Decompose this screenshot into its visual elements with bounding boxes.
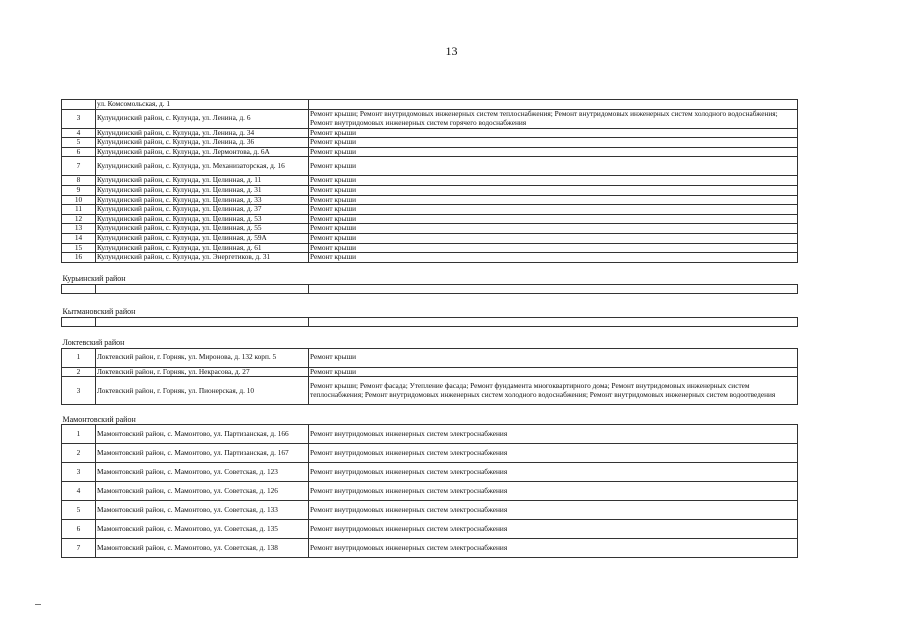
work-cell: Ремонт крыши xyxy=(309,348,798,367)
row-number: 9 xyxy=(62,185,96,195)
row-number: 14 xyxy=(62,233,96,243)
work-cell: Ремонт крыши xyxy=(309,147,798,157)
empty-row xyxy=(62,317,798,326)
work-cell: Ремонт внутридомовых инженерных систем электроснабжения xyxy=(309,501,798,520)
row-number: 3 xyxy=(62,377,96,405)
table-row xyxy=(62,501,798,520)
address-cell: Кулундинский район, с. Кулунда, ул. Механизаторская, д. 16 xyxy=(96,157,309,176)
row-number: 7 xyxy=(62,539,96,558)
page-number: 13 xyxy=(445,44,458,58)
address-cell: Локтевский район, г. Горняк, ул. Пионерская, д. 10 xyxy=(96,377,309,405)
work-cell: Ремонт внутридомовых инженерных систем электроснабжения xyxy=(309,482,798,501)
row-number: 4 xyxy=(62,128,96,138)
table-row xyxy=(62,214,798,224)
row-number: 1 xyxy=(62,425,96,444)
section-heading-row xyxy=(62,262,798,284)
row-number: 3 xyxy=(62,463,96,482)
table-row xyxy=(62,377,798,405)
work-cell: Ремонт крыши xyxy=(309,195,798,205)
row-number: 10 xyxy=(62,195,96,205)
row-number: 8 xyxy=(62,176,96,186)
work-cell: Ремонт крыши xyxy=(309,185,798,195)
address-cell: Кулундинский район, с. Кулунда, ул. Целинная, д. 33 xyxy=(96,195,309,205)
section-title: Кытмановский район xyxy=(62,307,136,317)
work-cell xyxy=(309,284,798,293)
address-cell: Кулундинский район, с. Кулунда, ул. Целинная, д. 59А xyxy=(96,233,309,243)
table-row xyxy=(62,157,798,176)
work-cell: Ремонт внутридомовых инженерных систем электроснабжения xyxy=(309,425,798,444)
section-title: Курьинский район xyxy=(62,274,126,284)
table-row xyxy=(62,233,798,243)
table-row xyxy=(62,425,798,444)
table-row xyxy=(62,176,798,186)
table-row xyxy=(62,539,798,558)
address-cell: Мамонтовский район, с. Мамонтово, ул. Советская, д. 138 xyxy=(96,539,309,558)
work-cell: Ремонт крыши xyxy=(309,243,798,253)
table-row xyxy=(62,205,798,215)
address-cell: Мамонтовский район, с. Мамонтово, ул. Советская, д. 123 xyxy=(96,463,309,482)
work-cell: Ремонт крыши xyxy=(309,128,798,138)
address-cell: Кулундинский район, с. Кулунда, ул. Целинная, д. 55 xyxy=(96,224,309,234)
address-cell: Мамонтовский район, с. Мамонтово, ул. Партизанская, д. 166 xyxy=(96,425,309,444)
row-number: 7 xyxy=(62,157,96,176)
scan-mark xyxy=(35,604,41,605)
work-cell: Ремонт крыши xyxy=(309,214,798,224)
address-cell: Кулундинский район, с. Кулунда, ул. Целинная, д. 11 xyxy=(96,176,309,186)
row-number: 2 xyxy=(62,367,96,377)
address-cell: Локтевский район, г. Горняк, ул. Миронова, д. 132 корп. 5 xyxy=(96,348,309,367)
address-cell: Кулундинский район, с. Кулунда, ул. Лермонтова, д. 6А xyxy=(96,147,309,157)
address-cell: Мамонтовский район, с. Мамонтово, ул. Партизанская, д. 167 xyxy=(96,444,309,463)
address-cell xyxy=(96,317,309,326)
row-number: 2 xyxy=(62,444,96,463)
repair-table xyxy=(61,99,798,558)
address-cell: ул. Комсомольская, д. 1 xyxy=(96,100,309,110)
table-row xyxy=(62,348,798,367)
row-number xyxy=(62,317,96,326)
table-row xyxy=(62,463,798,482)
row-number: 5 xyxy=(62,501,96,520)
table-row xyxy=(62,147,798,157)
row-number: 3 xyxy=(62,109,96,128)
table-row xyxy=(62,185,798,195)
row-number: 6 xyxy=(62,147,96,157)
table-row xyxy=(62,520,798,539)
row-number: 4 xyxy=(62,482,96,501)
address-cell: Кулундинский район, с. Кулунда, ул. Энергетиков, д. 31 xyxy=(96,253,309,263)
address-cell: Кулундинский район, с. Кулунда, ул. Ленина, д. 36 xyxy=(96,138,309,148)
work-cell: Ремонт крыши xyxy=(309,205,798,215)
row-number: 15 xyxy=(62,243,96,253)
work-cell xyxy=(309,317,798,326)
empty-row xyxy=(62,284,798,293)
section-heading-row xyxy=(62,293,798,317)
address-cell: Кулундинский район, с. Кулунда, ул. Целинная, д. 37 xyxy=(96,205,309,215)
table-row xyxy=(62,224,798,234)
row-number xyxy=(62,284,96,293)
table-row xyxy=(62,482,798,501)
row-number: 5 xyxy=(62,138,96,148)
work-cell: Ремонт внутридомовых инженерных систем электроснабжения xyxy=(309,520,798,539)
address-cell: Кулундинский район, с. Кулунда, ул. Ленина, д. 34 xyxy=(96,128,309,138)
row-number: 1 xyxy=(62,348,96,367)
work-cell: Ремонт крыши xyxy=(309,138,798,148)
work-cell: Ремонт крыши xyxy=(309,157,798,176)
section-title: Локтевский район xyxy=(62,338,125,348)
section-heading-row xyxy=(62,326,798,348)
work-cell: Ремонт крыши; Ремонт внутридомовых инженерных систем теплоснабжения; Ремонт внутридомовых инженерных систем холодного водоснабжения; Ремонт внутридомовых инженерных систем горячего водоснабжения xyxy=(309,109,798,128)
table-row xyxy=(62,100,798,110)
address-cell: Локтевский район, г. Горняк, ул. Некрасова, д. 27 xyxy=(96,367,309,377)
table-row xyxy=(62,243,798,253)
work-cell xyxy=(309,100,798,110)
table-row xyxy=(62,195,798,205)
table-row xyxy=(62,138,798,148)
address-cell xyxy=(96,284,309,293)
row-number: 11 xyxy=(62,205,96,215)
address-cell: Кулундинский район, с. Кулунда, ул. Ленина, д. 6 xyxy=(96,109,309,128)
work-cell: Ремонт внутридомовых инженерных систем электроснабжения xyxy=(309,463,798,482)
table-row xyxy=(62,109,798,128)
table-row xyxy=(62,128,798,138)
work-cell: Ремонт крыши xyxy=(309,224,798,234)
row-number: 6 xyxy=(62,520,96,539)
work-cell: Ремонт внутридомовых инженерных систем электроснабжения xyxy=(309,539,798,558)
table-row xyxy=(62,253,798,263)
work-cell: Ремонт крыши xyxy=(309,253,798,263)
address-cell: Мамонтовский район, с. Мамонтово, ул. Советская, д. 133 xyxy=(96,501,309,520)
table-row xyxy=(62,444,798,463)
row-number: 16 xyxy=(62,253,96,263)
address-cell: Кулундинский район, с. Кулунда, ул. Целинная, д. 31 xyxy=(96,185,309,195)
work-cell: Ремонт крыши xyxy=(309,233,798,243)
work-cell: Ремонт крыши xyxy=(309,367,798,377)
section-title: Мамонтовский район xyxy=(62,414,136,424)
address-cell: Кулундинский район, с. Кулунда, ул. Целинная, д. 53 xyxy=(96,214,309,224)
work-cell: Ремонт крыши xyxy=(309,176,798,186)
row-number: 13 xyxy=(62,224,96,234)
row-number xyxy=(62,100,96,110)
row-number: 12 xyxy=(62,214,96,224)
table-row xyxy=(62,367,798,377)
section-heading-row xyxy=(62,405,798,425)
work-cell: Ремонт внутридомовых инженерных систем электроснабжения xyxy=(309,444,798,463)
address-cell: Мамонтовский район, с. Мамонтово, ул. Советская, д. 135 xyxy=(96,520,309,539)
address-cell: Мамонтовский район, с. Мамонтово, ул. Советская, д. 126 xyxy=(96,482,309,501)
work-cell: Ремонт крыши; Ремонт фасада; Утепление фасада; Ремонт фундамента многоквартирного дома; Ремонт внутридомовых инженерных систем теплоснабжения; Ремонт внутридомовых инженерных систем холодного водоснабжения; Ремонт внутридомовых инженерных систем водоотведения xyxy=(309,377,798,405)
address-cell: Кулундинский район, с. Кулунда, ул. Целинная, д. 61 xyxy=(96,243,309,253)
